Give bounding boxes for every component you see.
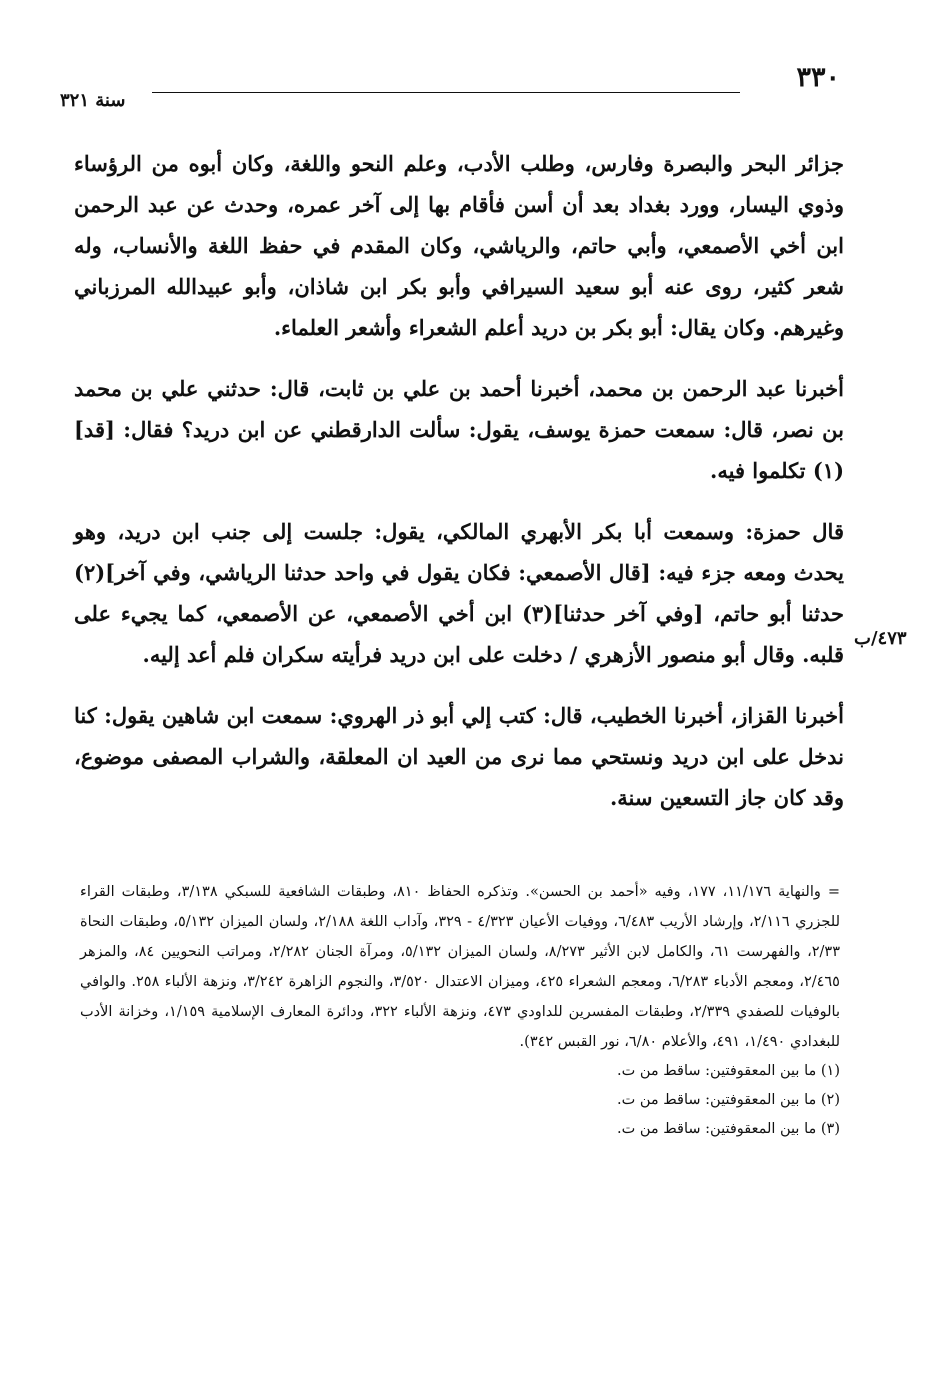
manuscript-folio-note: ٤٧٣/ب bbox=[854, 628, 907, 649]
footnote-continuation bbox=[80, 877, 840, 1057]
paragraph: جزائر البحر والبصرة وفارس، وطلب الأدب، وعلم النحو واللغة، وكان أبوه من الرؤساء وذوي اليسار، وورد بغداد بعد أن أسن فأقام بها إلى آخر عمره، وحدث عن عبد الرحمن ابن أخي الأصمعي، وأبي حاتم، والرياشي، وكان المقدم في حفظ اللغة والأنساب، وله شعر كثير، روى عنه أبو سعيد السيرافي وأبو بكر ابن شاذان، وأبو عبيدالله المرزباني وغيرهم. وكان يقال: أبو بكر بن دريد أعلم الشعراء وأشعر العلماء. bbox=[74, 151, 844, 340]
main-text bbox=[74, 143, 844, 838]
footnote-item: (١) ما بين المعقوفتين: ساقط من ت. bbox=[617, 1063, 840, 1079]
header-rule bbox=[152, 92, 740, 93]
page-number: ٣٣٠ bbox=[796, 62, 840, 93]
paragraph: قال حمزة: وسمعت أبا بكر الأبهري المالكي، يقول: جلست إلى جنب ابن دريد، وهو يحدث ومعه جزء فيه: [قال الأصمعي: فكان يقول في واحد حدثنا الرياشي، وفي آخر](٢) حدثنا أبو حاتم، [وفي آخر حدثنا](٣) ابن أخي الأصمعي، عن الأصمعي، كما يجيء على قلبه. وقال أبو منصور الأزهري / دخلت على ابن دريد فرأيته سكران فلم أعد إليه. bbox=[74, 519, 844, 667]
paragraph: أخبرنا عبد الرحمن بن محمد، أخبرنا أحمد بن علي بن ثابت، قال: حدثني علي بن محمد بن نصر، قال: سمعت حمزة يوسف، يقول: سألت الدارقطني عن ابن دريد؟ فقال: [قد](١) تكلموا فيه. bbox=[74, 376, 844, 483]
running-head-year: سنة ٣٢١ bbox=[60, 90, 126, 111]
footnote-item: (٢) ما بين المعقوفتين: ساقط من ت. bbox=[617, 1092, 840, 1108]
footnote-continuation-text: والنهاية ١١/١٧٦، ١٧٧، وفيه «أحمد بن الحسن». وتذكره الحفاظ ٨١٠، وطبقات الشافعية للسبكي ٣/١٣٨، وطبقات القراء للجزري ٢/١١٦، وإرشاد الأريب ٦/٤٨٣، ووفيات الأعيان ٤/٣٢٣ - ٣٢٩، وآداب اللغة ٢/١٨٨، ولسان الميزان ٥/١٣٢، وطبقات النحاة ٢/٣٣، والفهرست ٦١، والكامل لابن الأثير ٨/٢٧٣، ولسان الميزان ٥/١٣٢، ومرآة الجنان ٢/٢٨٢، ومراتب النحويين ٨٤، والمزهر ٢/٤٦٥، ومعجم الأدباء ٦/٢٨٣، ومعجم الشعراء ٤٢٥، وميزان الاعتدال ٣/٥٢٠، والنجوم الزاهرة ٣/٢٤٢، ونزهة الألباء ٢٥٨. والوافي بالوفيات للصفدي ٢/٣٣٩، وطبقات المفسرين للداودي ٤٧٣، ونزهة الألباء ٣٢٢، ودائرة المعارف الإسلامية ١/١٥٩، وخزانة الأدب للبغدادي ١/٤٩٠، ٤٩١، والأعلام ٦/٨٠، نور القبس ٣٤٢). bbox=[80, 884, 841, 1050]
continuation-marker: = bbox=[827, 884, 840, 900]
footnote-item: (٣) ما بين المعقوفتين: ساقط من ت. bbox=[617, 1121, 840, 1137]
paragraph: أخبرنا القزاز، أخبرنا الخطيب، قال: كتب إلي أبو ذر الهروي: سمعت ابن شاهين يقول: كنا ندخل على ابن دريد ونستحي مما نرى من العيد ان المعلقة، والشراب المصفى موضوع، وقد كان جاز التسعين سنة. bbox=[74, 703, 844, 810]
page-header bbox=[60, 62, 840, 122]
footnotes bbox=[80, 877, 840, 1144]
